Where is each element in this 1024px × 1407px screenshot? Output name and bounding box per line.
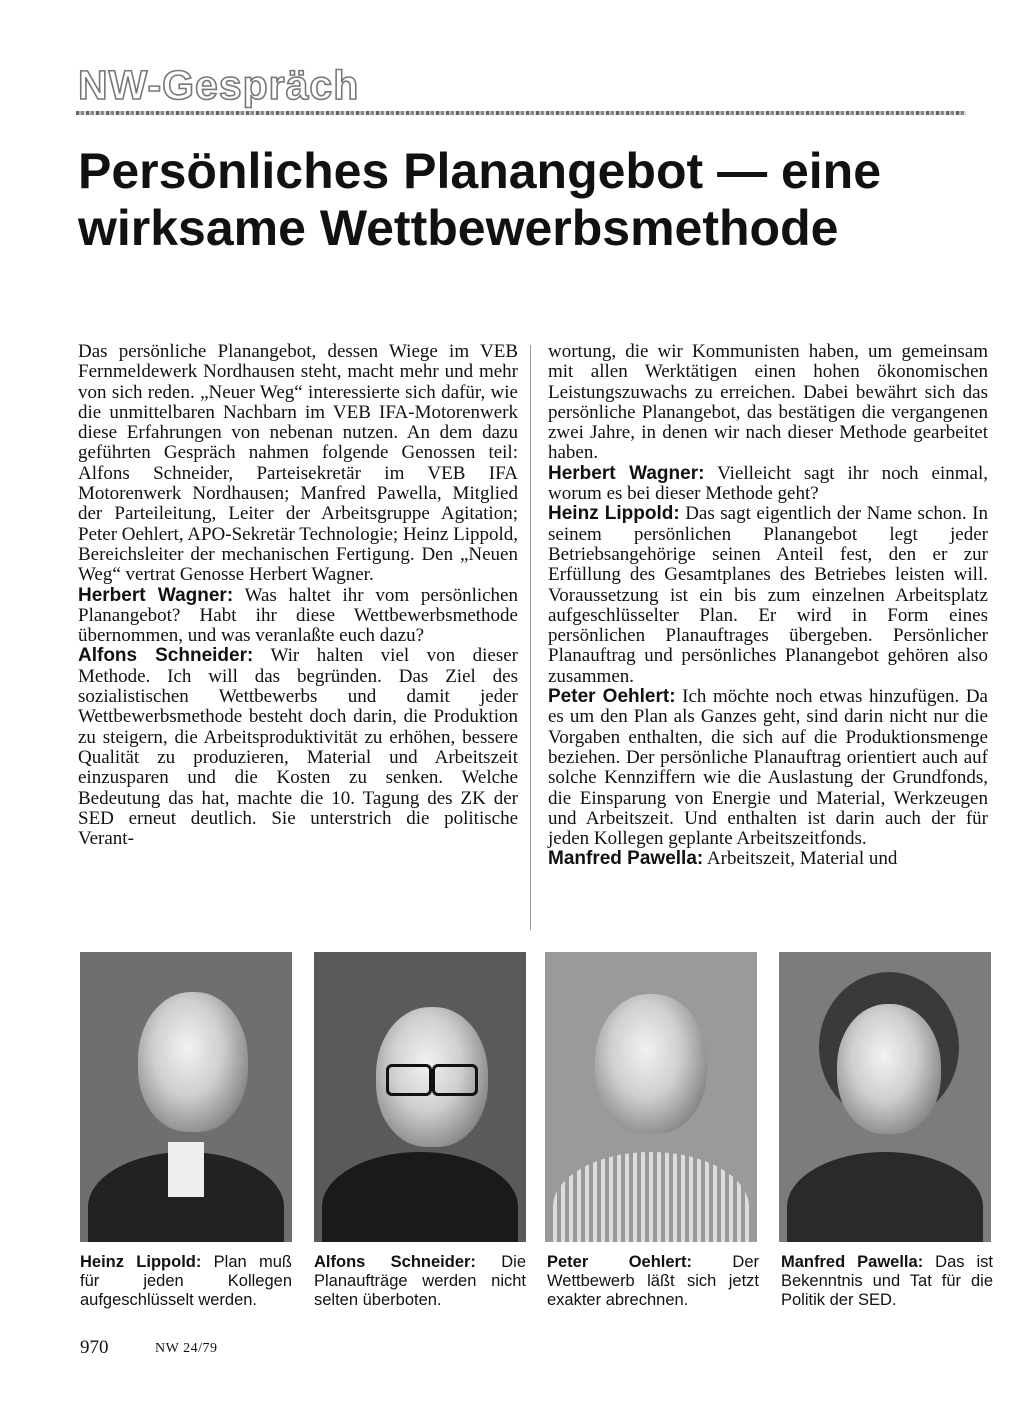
dialogue-paragraph <box>78 646 518 849</box>
portrait-photo-pawella <box>779 952 991 1242</box>
speaker-name: Peter Oehlert: <box>547 1253 692 1271</box>
portrait-body <box>322 1152 518 1242</box>
paragraph-text: Das sagt eigentlich der Name schon. In seinem persönlichen Planangebot legt jeder Betriebsangehörige seinen Anteil fest, den er zur Erfüllung des Gesamtplanes des Betriebes leisten will. Voraussetzung ist ein bis zum einzelnen Arbeitsplatz aufgeschlüsselter Plan. Er wird in Form eines persönlichen Planauftrages übergeben. Persönlicher Planauftrag und persönliches Planangebot gehören also zusammen. <box>548 503 988 687</box>
photo-caption <box>547 1253 759 1310</box>
dialogue-paragraph <box>548 464 988 505</box>
paragraph-text: Ich möchte noch etwas hinzufügen. Da es um den Plan als Ganzes geht, sind darin nicht nur die Vorgaben enthalten, die sich auf die Produktionsmenge beziehen. Der persönliche Planauftrag orientiert auch auf solche Kennziffern wie die Auslastung der Grundfonds, die Einsparung von Energie und Material, Werkzeugen und Arbeitszeit. Und enthalten ist darin auch der für jeden Kollegen geplante Arbeitszeitfonds. <box>548 686 988 850</box>
glasses-icon <box>386 1064 432 1096</box>
speaker-name: Alfons Schneider: <box>314 1253 476 1271</box>
text-column-left <box>78 342 518 849</box>
photo-caption <box>781 1253 993 1310</box>
paragraph-text: wortung, die wir Kommunisten haben, um gemeinsam mit allen Werktätigen einen hohen ökonomischen Leistungszuwachs zu erreichen. Dabei bewährt sich das persönliche Planangebot, das bestätigen die vergangenen zwei Jahre, in denen wir nach dieser Methode gearbeitet haben. <box>548 341 988 464</box>
caption-text: Plan muß für jeden Kollegen aufgeschlüsselt werden. <box>80 1253 292 1309</box>
speaker-name: Manfred Pawella: <box>781 1253 924 1271</box>
portrait-photo-oehlert <box>545 952 757 1242</box>
dialogue-paragraph <box>548 849 988 869</box>
speaker-name: Heinz Lippold: <box>548 503 680 525</box>
article-headline: Persönliches Planangebot — eine wirksame Wettbewerbsmethode <box>78 143 882 256</box>
portrait-collar <box>168 1142 204 1197</box>
paragraph-text: Wir halten viel von dieser Methode. Ich will das begründen. Das Ziel des sozialistischen Wettbewerbs und damit jeder Wettbewerbsmethode besteht doch darin, die Produktion zu steigern, die Arbeitsproduktivität zu erhöhen, bessere Qualität zu produzieren, Material und Arbeitszeit einzusparen und die Kosten zu senken. Welche Bedeutung das hat, machte die 10. Tagung des ZK der SED erneut deutlich. Sie unterstrich die politische Verant- <box>78 645 519 850</box>
portrait-face <box>138 992 248 1132</box>
section-kicker: NW-Gespräch <box>78 62 360 108</box>
dialogue-paragraph <box>78 586 518 647</box>
photo-caption <box>314 1253 526 1310</box>
dialogue-paragraph <box>548 687 988 849</box>
paragraph-text: Was haltet ihr vom persönlichen Planangebot? Habt ihr diese Wettbewerbsmethode übernommen, und was veranlaßte euch dazu? <box>78 584 518 647</box>
caption-text: Das ist Bekenntnis und Tat für die Politik der SED. <box>781 1253 993 1309</box>
portrait-face <box>837 1004 941 1134</box>
paragraph-text: Arbeitszeit, Material und <box>703 848 898 870</box>
issue-label: NW 24/79 <box>155 1341 218 1356</box>
text-column-right <box>548 342 988 870</box>
continuation-paragraph <box>548 342 988 464</box>
intro-paragraph <box>78 342 518 586</box>
speaker-name: Peter Oehlert: <box>548 686 676 708</box>
caption-text: Der Wettbewerb läßt sich jetzt exakter abrechnen. <box>547 1253 760 1309</box>
portrait-photo-lippold <box>80 952 292 1242</box>
speaker-name: Heinz Lippold: <box>80 1253 202 1271</box>
paragraph-text: Das persönliche Planangebot, dessen Wiege im VEB Fernmeldewerk Nordhausen steht, macht mehr und mehr von sich reden. „Neuer Weg“ interessierte sich dafür, wie die unmittelbaren Nachbarn im VEB IFA-Motorenwerk diese Erfahrungen von nebenan nutzen. An dem dazu geführten Gespräch nahmen folgende Genossen teil: Alfons Schneider, Parteisekretär im VEB IFA Motorenwerk Nordhausen; Manfred Pawella, Mitglied der Parteileitung, Leiter der Arbeitsgruppe Agitation; Peter Oehlert, APO-Sekretär Technologie; Heinz Lippold, Bereichsleiter der mechanischen Fertigung. Den „Neuen Weg“ vertrat Genosse Herbert Wagner. <box>78 341 518 586</box>
glasses-icon <box>432 1064 478 1096</box>
page-number: 970 <box>80 1337 109 1358</box>
speaker-name: Herbert Wagner: <box>78 584 234 606</box>
speaker-name: Manfred Pawella: <box>548 848 704 870</box>
speaker-name: Alfons Schneider: <box>78 645 254 667</box>
portrait-face <box>595 994 707 1134</box>
portrait-photo-schneider <box>314 952 526 1242</box>
column-divider <box>530 345 531 930</box>
portrait-body <box>553 1152 749 1242</box>
kicker-rule <box>76 111 966 115</box>
dialogue-paragraph <box>548 504 988 687</box>
photo-caption <box>80 1253 292 1310</box>
portrait-body <box>787 1152 983 1242</box>
paragraph-text: Vielleicht sagt ihr noch einmal, worum es bei dieser Methode geht? <box>548 462 989 505</box>
caption-text: Die Planaufträge werden nicht selten überboten. <box>314 1253 526 1309</box>
speaker-name: Herbert Wagner: <box>548 462 705 484</box>
